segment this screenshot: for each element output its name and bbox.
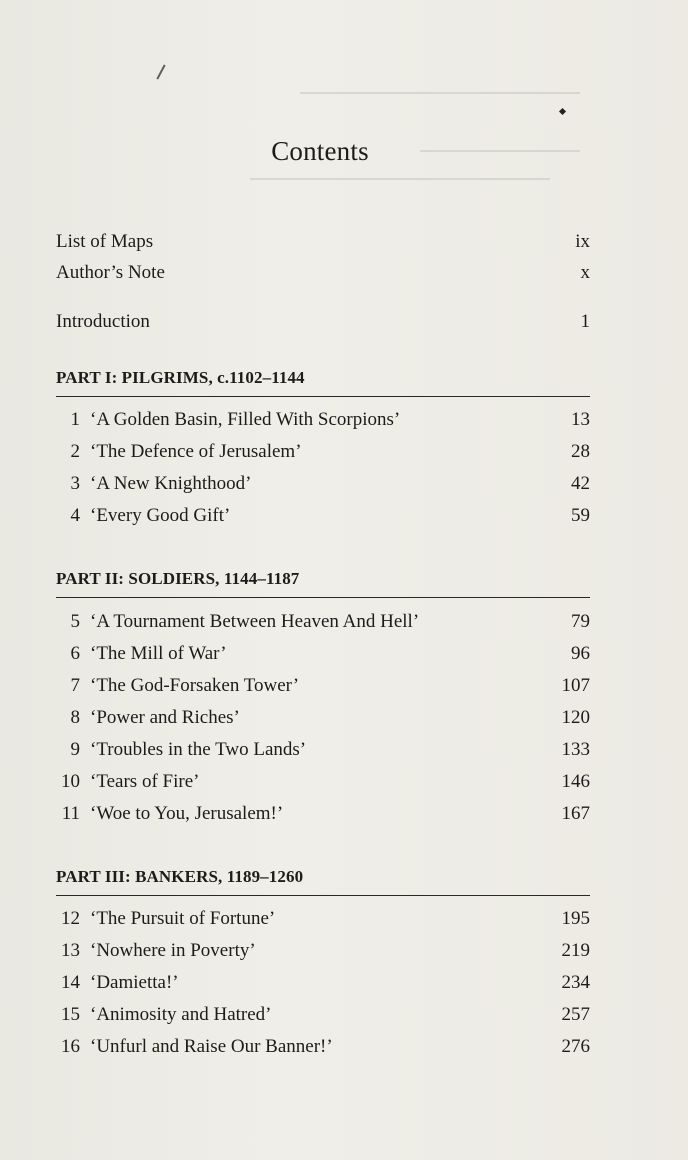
chapter-page-number: 146 — [561, 771, 590, 792]
toc-chapter-2[interactable] — [56, 437, 590, 467]
chapter-number: 13 — [61, 940, 80, 961]
toc-chapter-14[interactable] — [56, 968, 590, 998]
chapter-title: ‘A New Knighthood’ — [90, 473, 252, 494]
chapter-page-number: 59 — [571, 505, 590, 526]
chapter-title: ‘A Tournament Between Heaven And Hell’ — [90, 611, 420, 632]
chapter-title: ‘The Pursuit of Fortune’ — [90, 908, 276, 929]
entry-label: Introduction — [56, 311, 150, 332]
toc-entry-list-of-maps[interactable] — [56, 227, 590, 257]
toc-chapter-7[interactable] — [56, 671, 590, 701]
chapter-number: 10 — [61, 771, 80, 792]
toc-chapter-4[interactable] — [56, 501, 590, 531]
chapter-page-number: 195 — [561, 908, 590, 929]
chapter-number: 12 — [61, 908, 80, 929]
chapter-page-number: 219 — [561, 940, 590, 961]
page-title: Contents — [271, 136, 369, 166]
part-divider-1 — [56, 396, 590, 397]
chapter-title: ‘The Defence of Jerusalem’ — [90, 441, 302, 462]
chapter-page-number: 167 — [561, 803, 590, 824]
part-divider-3 — [56, 895, 590, 896]
toc-entry-introduction[interactable] — [56, 307, 590, 337]
chapter-page-number: 28 — [571, 441, 590, 462]
chapter-number: 2 — [70, 441, 80, 462]
toc-chapter-1[interactable] — [56, 405, 590, 435]
entry-label: List of Maps — [56, 231, 154, 252]
chapter-number: 5 — [70, 611, 80, 632]
chapter-title: ‘Nowhere in Poverty’ — [90, 940, 256, 961]
chapter-title: ‘Woe to You, Jerusalem!’ — [90, 803, 284, 824]
toc-chapter-8[interactable] — [56, 703, 590, 733]
show-through-mark — [250, 178, 550, 180]
toc-chapter-16[interactable] — [56, 1032, 590, 1062]
toc-chapter-5[interactable] — [56, 607, 590, 637]
chapter-page-number: 120 — [561, 707, 590, 728]
chapter-number: 7 — [70, 675, 80, 696]
chapter-title: ‘Damietta!’ — [90, 972, 179, 993]
part-heading-1: PART I: PILGRIMS, c.1102–1144 — [56, 368, 305, 387]
chapter-number: 16 — [61, 1036, 80, 1057]
chapter-page-number: 13 — [571, 409, 590, 430]
toc-chapter-12[interactable] — [56, 904, 590, 934]
chapter-number: 8 — [70, 707, 80, 728]
chapter-page-number: 133 — [561, 739, 590, 760]
chapter-title: ‘Power and Riches’ — [90, 707, 240, 728]
toc-chapter-10[interactable] — [56, 767, 590, 797]
chapter-page-number: 42 — [571, 473, 590, 494]
chapter-page-number: 79 — [571, 611, 590, 632]
part-heading-3: PART III: BANKERS, 1189–1260 — [56, 867, 304, 886]
chapter-number: 11 — [61, 803, 80, 824]
toc-chapter-6[interactable] — [56, 639, 590, 669]
chapter-title: ‘Animosity and Hatred’ — [90, 1004, 272, 1025]
entry-label: Author’s Note — [56, 262, 165, 283]
toc-chapter-13[interactable] — [56, 936, 590, 966]
chapter-title: ‘Troubles in the Two Lands’ — [90, 739, 307, 760]
chapter-title: ‘Every Good Gift’ — [90, 505, 231, 526]
chapter-page-number: 107 — [561, 675, 590, 696]
chapter-title: ‘Unfurl and Raise Our Banner!’ — [90, 1036, 333, 1057]
chapter-title: ‘A Golden Basin, Filled With Scorpions’ — [90, 409, 401, 430]
chapter-number: 15 — [61, 1004, 80, 1025]
chapter-page-number: 276 — [561, 1036, 590, 1057]
entry-page-number: x — [580, 262, 590, 283]
chapter-page-number: 234 — [561, 972, 590, 993]
entry-page-number: 1 — [580, 311, 590, 332]
chapter-page-number: 96 — [571, 643, 590, 664]
show-through-mark — [300, 92, 580, 94]
chapter-number: 1 — [70, 409, 80, 430]
chapter-number: 14 — [61, 972, 80, 993]
chapter-number: 6 — [70, 643, 80, 664]
chapter-title: ‘The God-Forsaken Tower’ — [90, 675, 300, 696]
chapter-title: ‘Tears of Fire’ — [90, 771, 200, 792]
chapter-title: ‘The Mill of War’ — [90, 643, 227, 664]
chapter-number: 4 — [70, 505, 80, 526]
toc-chapter-9[interactable] — [56, 735, 590, 765]
chapter-page-number: 257 — [561, 1004, 590, 1025]
entry-page-number: ix — [575, 231, 590, 252]
pencil-mark — [156, 64, 165, 79]
toc-entry-authors-note[interactable] — [56, 258, 590, 288]
toc-chapter-15[interactable] — [56, 1000, 590, 1030]
part-heading-2: PART II: SOLDIERS, 1144–1187 — [56, 569, 300, 588]
part-divider-2 — [56, 597, 590, 598]
toc-chapter-11[interactable] — [56, 799, 590, 829]
toc-chapter-3[interactable] — [56, 469, 590, 499]
chapter-number: 9 — [70, 739, 80, 760]
ink-dot — [559, 108, 566, 115]
chapter-number: 3 — [70, 473, 80, 494]
